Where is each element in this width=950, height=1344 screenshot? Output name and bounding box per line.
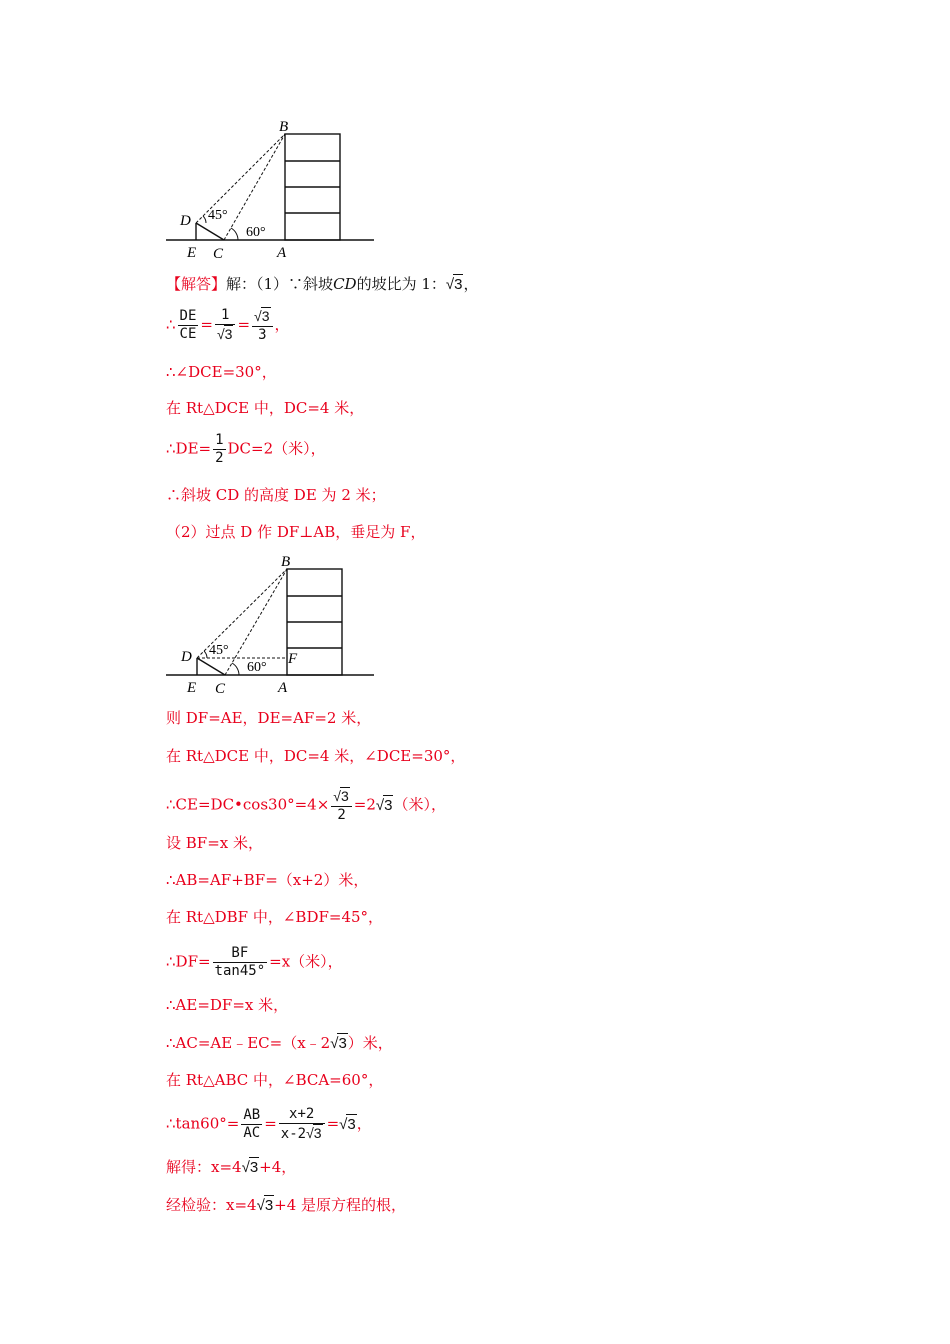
rt-dce-line: 在 Rt△DCE 中，DC=4 米， <box>166 399 365 417</box>
label-b: B <box>281 554 291 570</box>
label-60: 60° <box>246 225 266 240</box>
label-c: C <box>215 681 226 697</box>
fraction-x-plus-2: $\frac{x+2}{x-2√3}$ <box>279 1106 325 1143</box>
angle-60-arc <box>232 663 239 675</box>
label-a: A <box>277 245 287 261</box>
figure-1-diagram <box>160 115 390 265</box>
ac-line: ∴AC=AE﹣EC=（x﹣2√3）米， <box>166 1034 393 1052</box>
label-e: E <box>187 245 197 261</box>
height-conclusion-line: ∴斜坡 CD 的高度 DE 为 2 米； <box>166 486 386 504</box>
answer-header: 【解答】 <box>166 275 227 293</box>
label-d: D <box>181 649 192 665</box>
sqrt-3: √3 <box>445 276 463 293</box>
label-b: B <box>279 119 289 135</box>
angle-45-arc <box>203 216 206 223</box>
solution-intro: 【解答】解：（1）∵斜坡CD的坡比为 1：√3， <box>166 275 479 293</box>
rt-abc-line: 在 Rt△ABC 中，∠BCA=60°， <box>166 1071 384 1089</box>
ae-line: ∴AE=DF=x 米， <box>166 996 289 1014</box>
bf-line: 设 BF=x 米， <box>166 834 263 852</box>
fraction-de-ce: $\frac{DE}{CE}$ <box>179 308 197 342</box>
label-45: 45° <box>209 643 229 658</box>
fraction-sqrt3-over-2: $\frac{√3}{2}$ <box>331 787 351 824</box>
slope-cd <box>196 223 224 240</box>
label-d: D <box>180 213 191 229</box>
label-a: A <box>278 680 288 696</box>
ratio-line: ∴ $\frac{DE}{CE}$ = $\frac{1}{√3}$ = $\frac{√3}{3}$ ， <box>166 307 290 343</box>
figure-2-diagram <box>160 550 390 700</box>
angle-dce-line: ∴∠DCE=30°， <box>166 363 277 381</box>
df-ae-line: 则 DF=AE，DE=AF=2 米， <box>166 709 372 727</box>
label-45: 45° <box>208 208 228 223</box>
df-line: ∴DF= $\frac{BF}{\tan 45^\circ}$ =x（米）， <box>166 945 343 979</box>
fraction-sqrt3-3: $\frac{√3}{3}$ <box>252 307 272 344</box>
tan60-line: ∴tan60°= $\frac{AB}{AC}$ = $\frac{x+2}{x-2√3}$ =√3， <box>166 1106 372 1142</box>
angle-45-arc <box>204 651 207 658</box>
de-line: ∴DE= $\frac{1}{2}$ DC=2（米）， <box>166 432 326 466</box>
label-c: C <box>213 246 224 262</box>
fraction-1-sqrt3: $\frac{1}{√3}$ <box>215 307 235 344</box>
ce-line: ∴CE=DC•cos30°=4× $\frac{√3}{2}$ =2√3（米）， <box>166 788 446 823</box>
part2-intro-line: （2）过点 D 作 DF⊥AB，垂足为 F， <box>166 523 426 541</box>
fraction-one-half: $\frac{1}{2}$ <box>215 432 224 466</box>
label-60: 60° <box>247 660 267 675</box>
fraction-bf-tan45: $\frac{BF}{\tan 45^\circ}$ <box>214 945 266 979</box>
rt-dbf-line: 在 Rt△DBF 中，∠BDF=45°， <box>166 908 384 926</box>
ab-line: ∴AB=AF+BF=（x+2）米， <box>166 871 369 889</box>
slope-cd <box>197 658 225 675</box>
solve-line: 解得：x=4√3+4， <box>166 1158 297 1176</box>
angle-60-arc <box>231 228 238 240</box>
label-f: F <box>288 651 298 667</box>
check-line: 经检验：x=4√3+4 是原方程的根， <box>166 1196 407 1214</box>
fraction-ab-ac: $\frac{AB}{AC}$ <box>243 1107 261 1141</box>
intro-text: 解：（1）∵斜坡 <box>226 275 334 293</box>
rt-dce-line-2: 在 Rt△DCE 中，DC=4 米，∠DCE=30°， <box>166 747 466 765</box>
label-e: E <box>187 680 197 696</box>
